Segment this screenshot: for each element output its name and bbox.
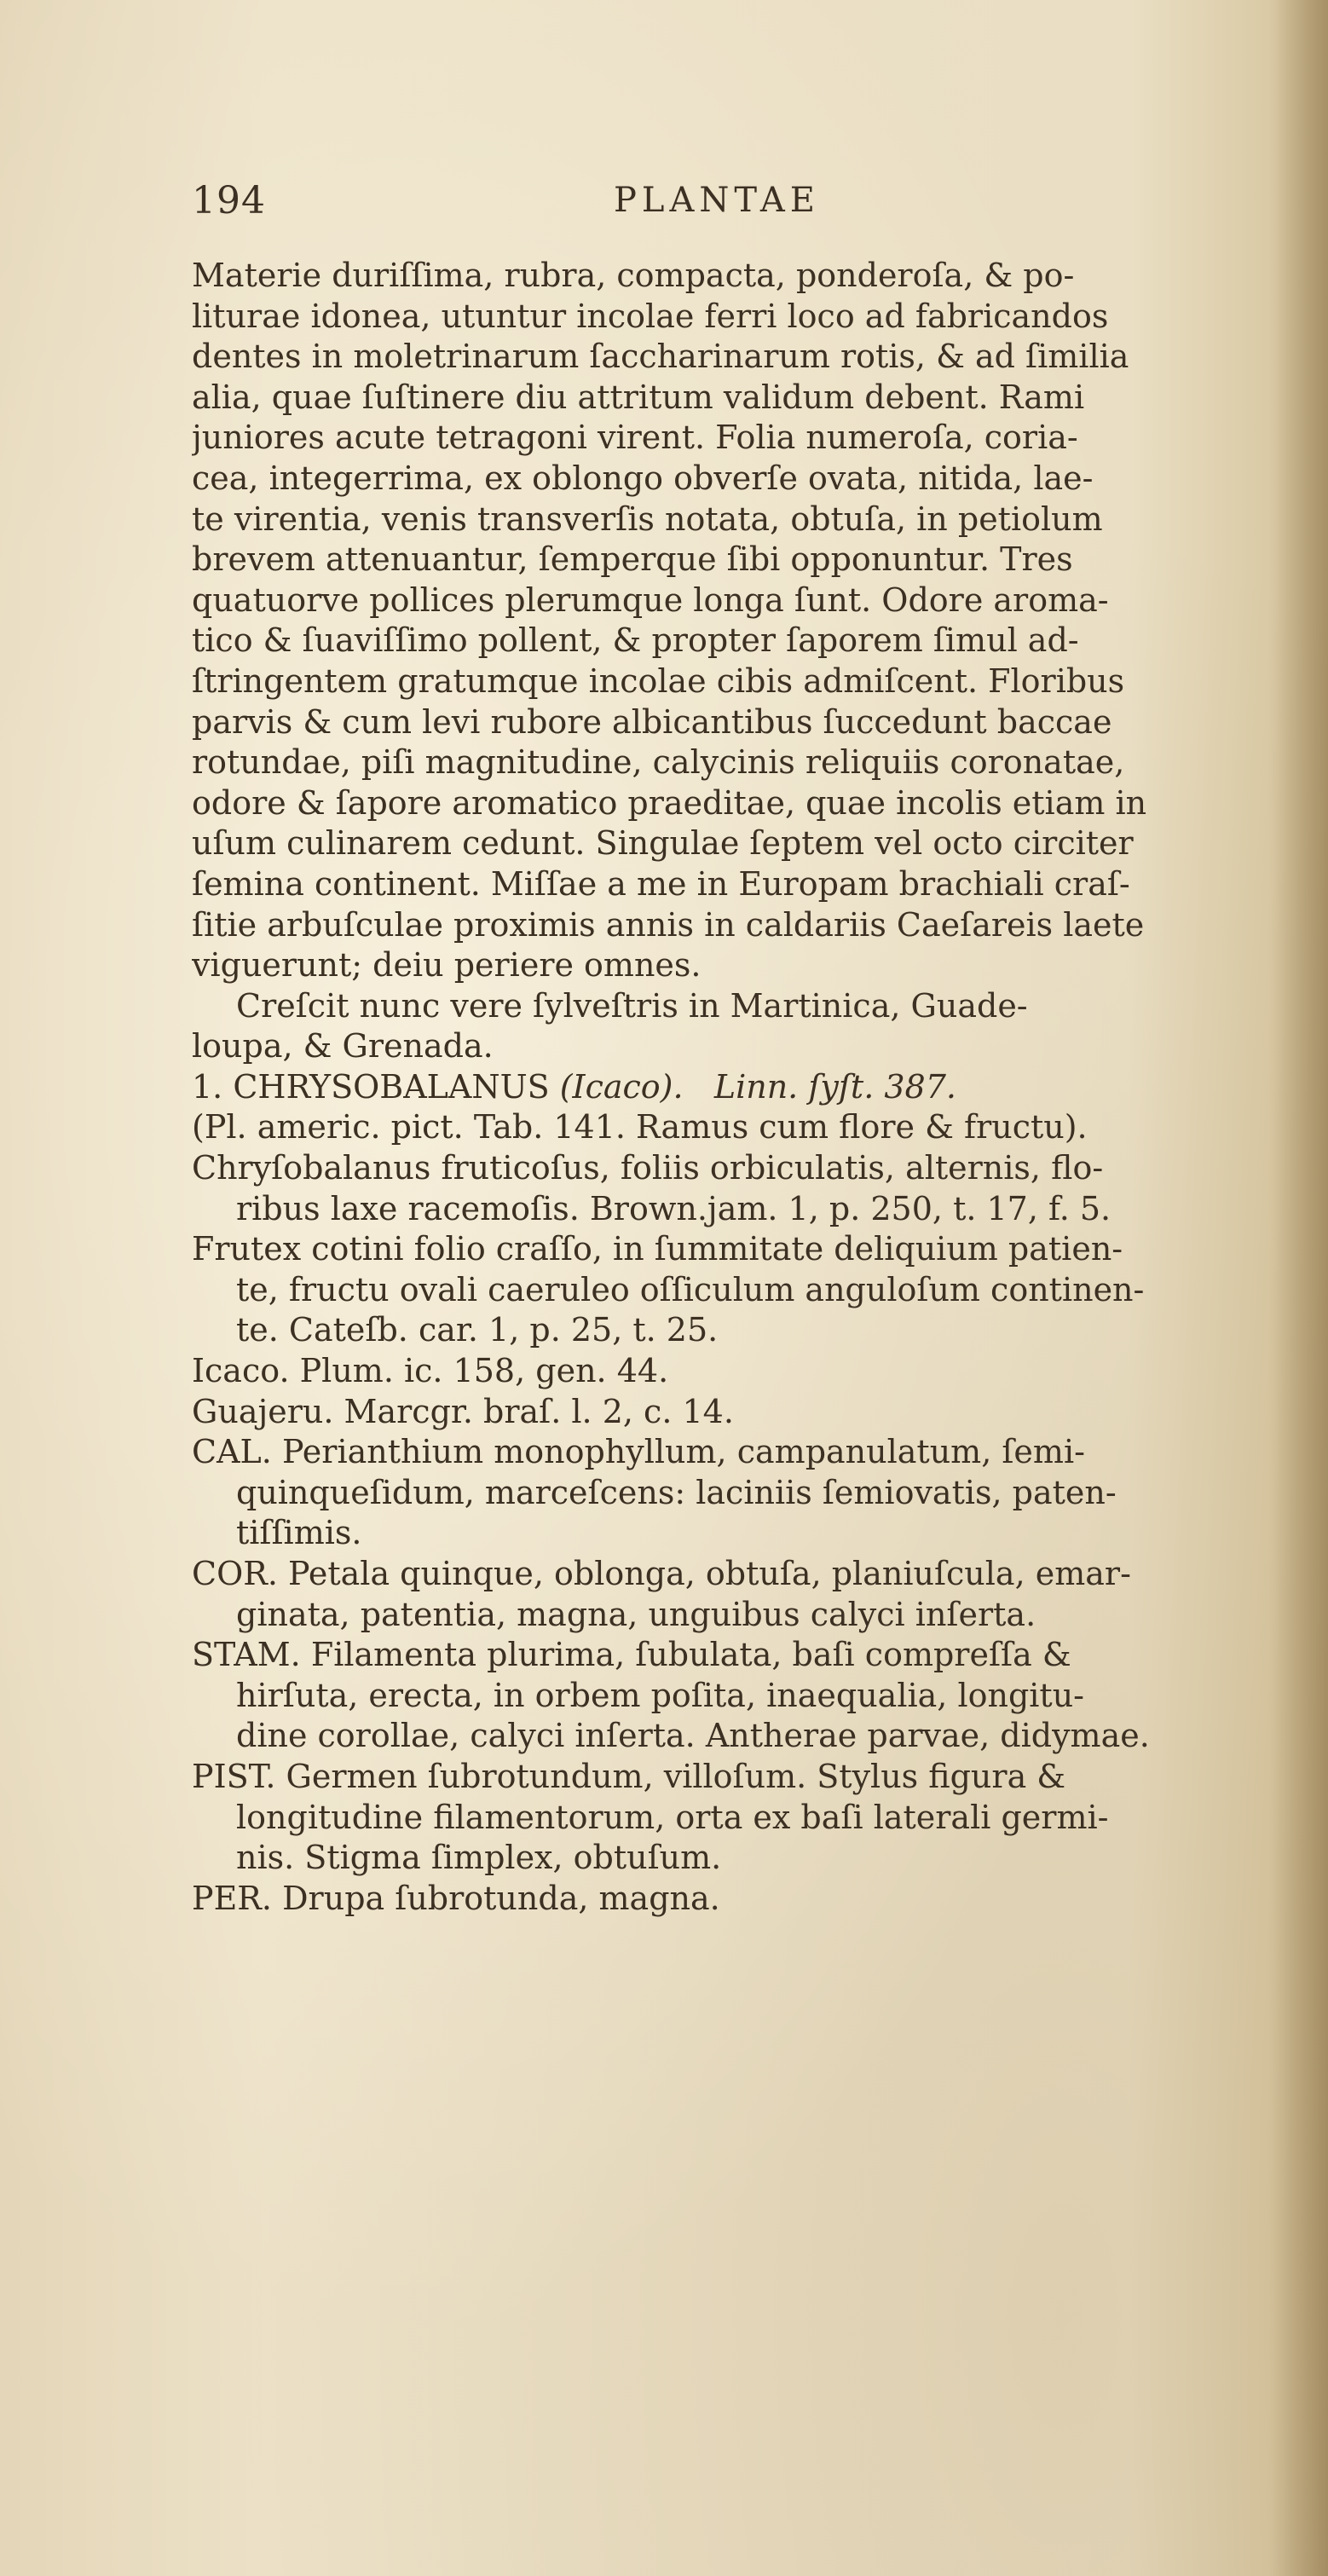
description-line: longitudine filamentorum, orta ex baſi laterali germi- [236, 1798, 1109, 1836]
description-line [192, 1432, 1304, 1473]
description-line [192, 1757, 1304, 1798]
running-title: PLANTAE [614, 181, 820, 220]
text-line: rotundae, piſi magnitudine, calycinis reliquiis coronatae, [192, 743, 1125, 782]
text-line: te virentia, venis transverſis notata, obtuſa, in petiolum [192, 500, 1103, 538]
synonym-line: te, fructu ovali caeruleo oſſiculum anguloſum continen- [236, 1270, 1145, 1308]
text-line: alia, quae ſuſtinere diu attritum validum debent. Rami [192, 378, 1085, 416]
synonym-line: te. Cateſb. car. 1, p. 25, t. 25. [236, 1311, 719, 1349]
text-line: viguerunt; deiu periere omnes. [192, 946, 702, 985]
text-line: loupa, & Grenada. [192, 1027, 494, 1066]
text-line: brevem attenuantur, ſemperque ſibi opponuntur. Tres [192, 540, 1073, 579]
synonym-line: Guajeru. Marcgr. braſ. l. 2, c. 14. [192, 1392, 734, 1430]
description-line: tiſſimis. [236, 1514, 362, 1552]
text-line: uſum culinarem cedunt. Singulae ſeptem vel octo circiter [192, 824, 1134, 863]
synonym-line: Chryſobalanus fruticoſus, foliis orbiculatis, alternis, flo- [192, 1149, 1104, 1187]
synonym-line: Icaco. Plum. ic. 158, gen. 44. [192, 1352, 669, 1390]
text-line: tico & ſuaviſſimo pollent, & propter ſaporem ſimul ad- [192, 621, 1079, 660]
page-header [0, 179, 1328, 239]
text-line: liturae idonea, utuntur incolae ferri loco ad fabricandos [192, 297, 1109, 335]
description-line: ginata, patentia, magna, unguibus calyci inſerta. [236, 1595, 1036, 1633]
species-common-name: (Icaco). [559, 1067, 684, 1106]
description-text: Filamenta plurima, ſubulata, baſi compreſſa & [310, 1636, 1071, 1674]
text-line: odore & ſapore aromatico praeditae, quae incolis etiam in [192, 783, 1147, 822]
description-line: hirſuta, erecta, in orbem poſita, inaequalia, longitu- [236, 1676, 1085, 1714]
text-block [192, 256, 1304, 1919]
species-reference: Linn. ſyſt. 387. [713, 1067, 956, 1106]
description-line [192, 1554, 1304, 1595]
description-line [192, 1635, 1304, 1676]
description-line: nis. Stigma ſimplex, obtuſum. [236, 1839, 722, 1877]
species-heading [192, 1067, 1304, 1108]
description-label: COR. [192, 1555, 278, 1592]
description-text: Perianthium monophyllum, campanulatum, ſemi- [281, 1433, 1085, 1471]
description-text: Drupa ſubrotunda, magna. [282, 1879, 720, 1917]
text-line: cea, integerrima, ex oblongo obverſe ovata, nitida, lae- [192, 459, 1094, 497]
description-label: STAM. [192, 1636, 301, 1674]
species-number: 1. [192, 1067, 223, 1106]
text-line: juniores acute tetragoni virent. Folia numeroſa, coria- [192, 419, 1078, 457]
text-line: Materie duriſſima, rubra, compacta, ponderoſa, & po- [192, 257, 1075, 294]
species-name: CHRYSOBALANUS [233, 1067, 550, 1106]
text-line: ſemina continent. Miſſae a me in Europam brachiali craſ- [192, 864, 1130, 903]
synonym-line: Frutex cotini folio craſſo, in ſummitate deliquium patien- [192, 1230, 1123, 1268]
description-label: CAL. [192, 1433, 272, 1471]
text-line: ſitie arbuſculae proximis annis in caldariis Caeſareis laete [192, 905, 1145, 944]
description-line [192, 1879, 1304, 1920]
text-line: dentes in moletrinarum ſaccharinarum rotis, & ad ſimilia [192, 338, 1129, 376]
description-text: Germen ſubrotundum, villoſum. Stylus figura & [286, 1757, 1066, 1795]
description-line: quinqueſidum, marceſcens: laciniis ſemiovatis, paten- [236, 1473, 1117, 1511]
description-label: PIST. [192, 1757, 276, 1795]
page-number: 194 [192, 179, 266, 222]
synonym-line: ribus laxe racemoſis. Brown.jam. 1, p. 250, t. 17, f. 5. [236, 1189, 1111, 1227]
description-text: Petala quinque, oblonga, obtuſa, planiuſcula, emar- [288, 1555, 1131, 1592]
text-line: ſtringentem gratumque incolae cibis admiſcent. Floribus [192, 661, 1125, 700]
description-line: dine corollae, calyci inſerta. Antherae parvae, didymae. [236, 1717, 1150, 1755]
description-label: PER. [192, 1879, 272, 1917]
text-line: Creſcit nunc vere ſylveſtris in Martinica, Guade- [236, 986, 1028, 1025]
synonym-line: (Pl. americ. pict. Tab. 141. Ramus cum flore & fructu). [192, 1108, 1088, 1146]
text-line: parvis & cum levi rubore albicantibus ſuccedunt baccae [192, 702, 1112, 741]
text-line: quatuorve pollices plerumque longa ſunt. Odore aroma- [192, 580, 1109, 619]
